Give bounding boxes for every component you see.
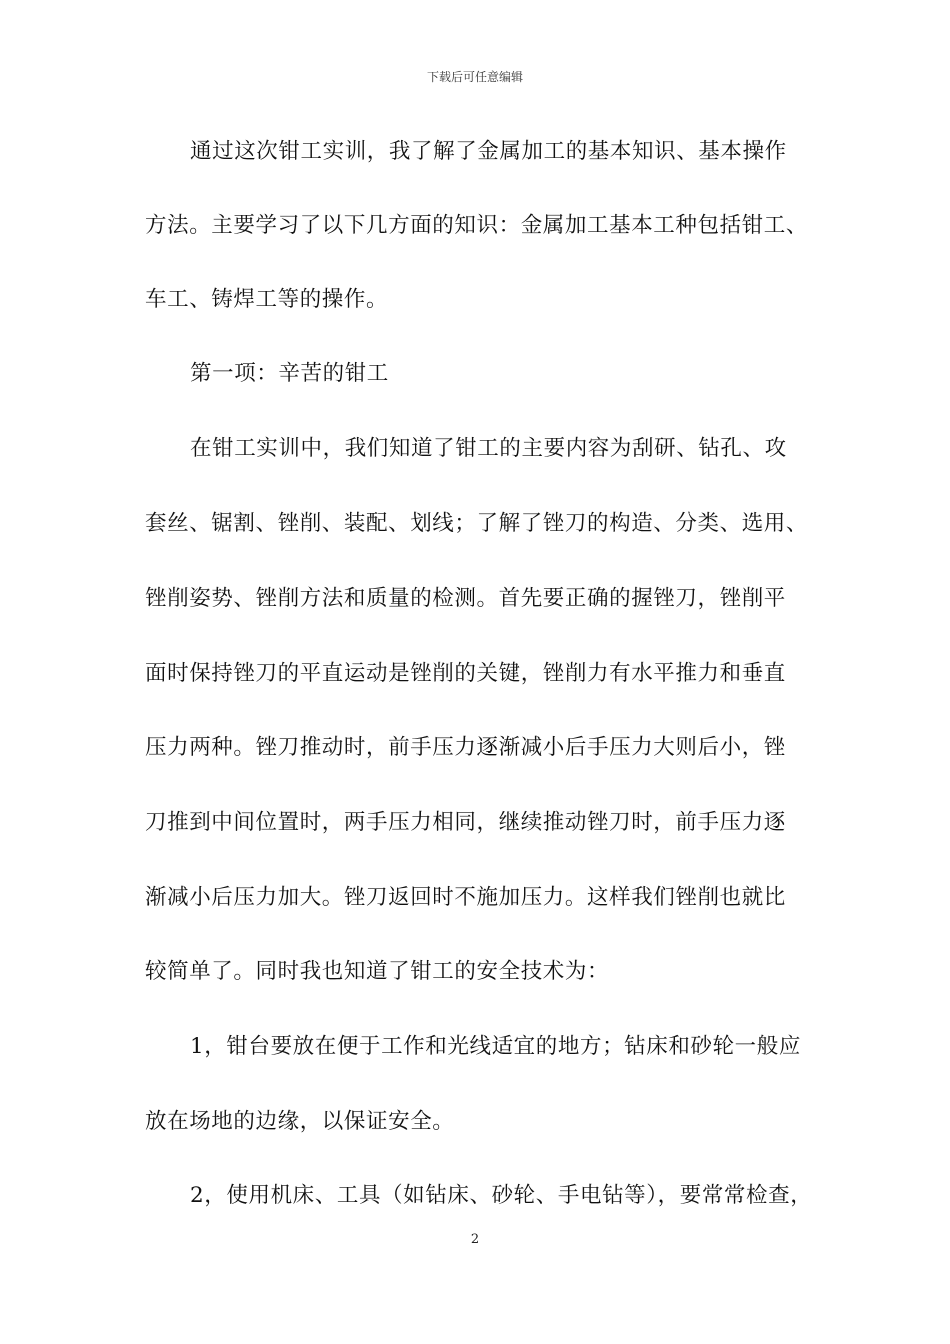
page-number: 2: [470, 1232, 480, 1247]
body-line: 压力两种。锉刀推动时，前手压力逐渐减小后手压力大则后小，锉: [145, 735, 786, 760]
body-line: 锉削姿势、锉削方法和质量的检测。首先要正确的握锉刀，锉削平: [145, 586, 786, 611]
list-item: 2，使用机床、工具（如钻床、砂轮、手电钻等），要常常检查，: [190, 1183, 813, 1208]
body-line: 渐减小后压力加大。锉刀返回时不施加压力。这样我们锉削也就比: [145, 885, 786, 910]
body-line: 方法。主要学习了以下几方面的知识：金属加工基本工种包括钳工、: [145, 213, 809, 238]
body-line: 套丝、锯割、锉削、装配、划线；了解了锉刀的构造、分类、选用、: [145, 511, 809, 536]
section-heading: 第一项：辛苦的钳工: [190, 361, 389, 386]
body-line: 在钳工实训中，我们知道了钳工的主要内容为刮研、钻孔、攻: [190, 436, 787, 461]
body-line: 通过这次钳工实训，我了解了金属加工的基本知识、基本操作: [190, 139, 787, 164]
body-line: 放在场地的边缘，以保证安全。: [145, 1109, 455, 1134]
body-line: 较简单了。同时我也知道了钳工的安全技术为：: [145, 959, 610, 984]
list-item: 1，钳台要放在便于工作和光线适宜的地方；钻床和砂轮一般应: [190, 1034, 801, 1059]
page-header: 下载后可任意编辑: [426, 70, 523, 84]
body-line: 面时保持锉刀的平直运动是锉削的关键，锉削力有水平推力和垂直: [145, 661, 786, 686]
body-line: 车工、铸焊工等的操作。: [145, 287, 389, 312]
body-line: 刀推到中间位置时，两手压力相同，继续推动锉刀时，前手压力逐: [145, 810, 786, 835]
